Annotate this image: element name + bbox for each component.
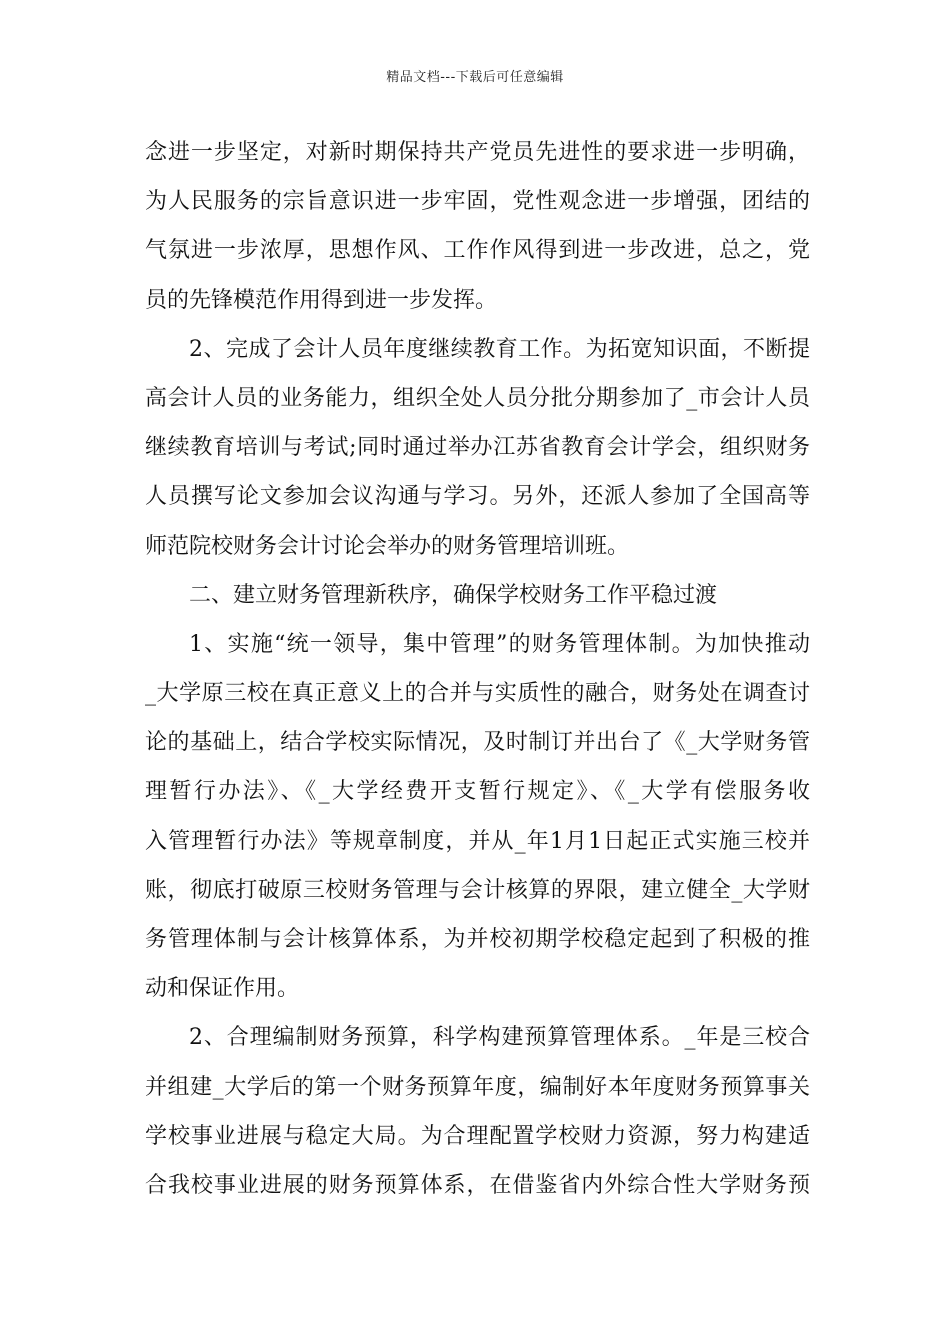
text-line: 继续教育培训与考试;同时通过举办江苏省教育会计学会，组织财务 [145, 435, 810, 461]
page-header: 精品文档---下载后可任意编辑 [386, 70, 564, 85]
text-line: 高会计人员的业务能力，组织全处人员分批分期参加了_市会计人员 [145, 385, 810, 411]
text-line: 人员撰写论文参加会议沟通与学习。另外，还派人参加了全国高等 [145, 484, 810, 510]
text-line: _大学原三校在真正意义上的合并与实质性的融合，财务处在调查讨 [145, 681, 810, 707]
text-line: 师范院校财务会计讨论会举办的财务管理培训班。 [145, 533, 630, 559]
text-line: 理暂行办法》、《_大学经费开支暂行规定》、《_大学有偿服务收 [145, 779, 810, 805]
text-line: 入管理暂行办法》等规章制度，并从_年1月1日起正式实施三校并 [145, 828, 810, 854]
text-line: 动和保证作用。 [145, 976, 300, 1002]
text-line: 账，彻底打破原三校财务管理与会计核算的界限，建立健全_大学财 [145, 877, 810, 903]
text-line: 并组建_大学后的第一个财务预算年度，编制好本年度财务预算事关 [145, 1074, 810, 1100]
text-line: 念进一步坚定，对新时期保持共产党员先进性的要求进一步明确， [145, 140, 810, 165]
text-line: 气氛进一步浓厚，思想作风、工作作风得到进一步改进，总之，党 [145, 238, 810, 264]
text-line: 学校事业进展与稳定大局。为合理配置学校财力资源，努力构建适 [145, 1123, 810, 1149]
text-line: 2、合理编制财务预算，科学构建预算管理体系。_年是三校合 [189, 1025, 810, 1051]
text-line: 合我校事业进展的财务预算体系，在借鉴省内外综合性大学财务预 [145, 1172, 810, 1198]
text-line: 为人民服务的宗旨意识进一步牢固，党性观念进一步增强，团结的 [145, 189, 810, 215]
text-line: 1、实施“统一领导，集中管理”的财务管理体制。为加快推动 [189, 631, 810, 657]
text-line: 员的先锋模范作用得到进一步发挥。 [145, 287, 498, 313]
section-heading: 二、建立财务管理新秩序，确保学校财务工作平稳过渡 [189, 582, 718, 608]
text-line: 2、完成了会计人员年度继续教育工作。为拓宽知识面，不断提 [189, 336, 810, 362]
text-line: 务管理体制与会计核算体系，为并校初期学校稳定起到了积极的推 [145, 927, 810, 952]
text-line: 论的基础上，结合学校实际情况，及时制订并出台了《_大学财务管 [145, 730, 810, 756]
document-body [145, 128, 810, 1210]
